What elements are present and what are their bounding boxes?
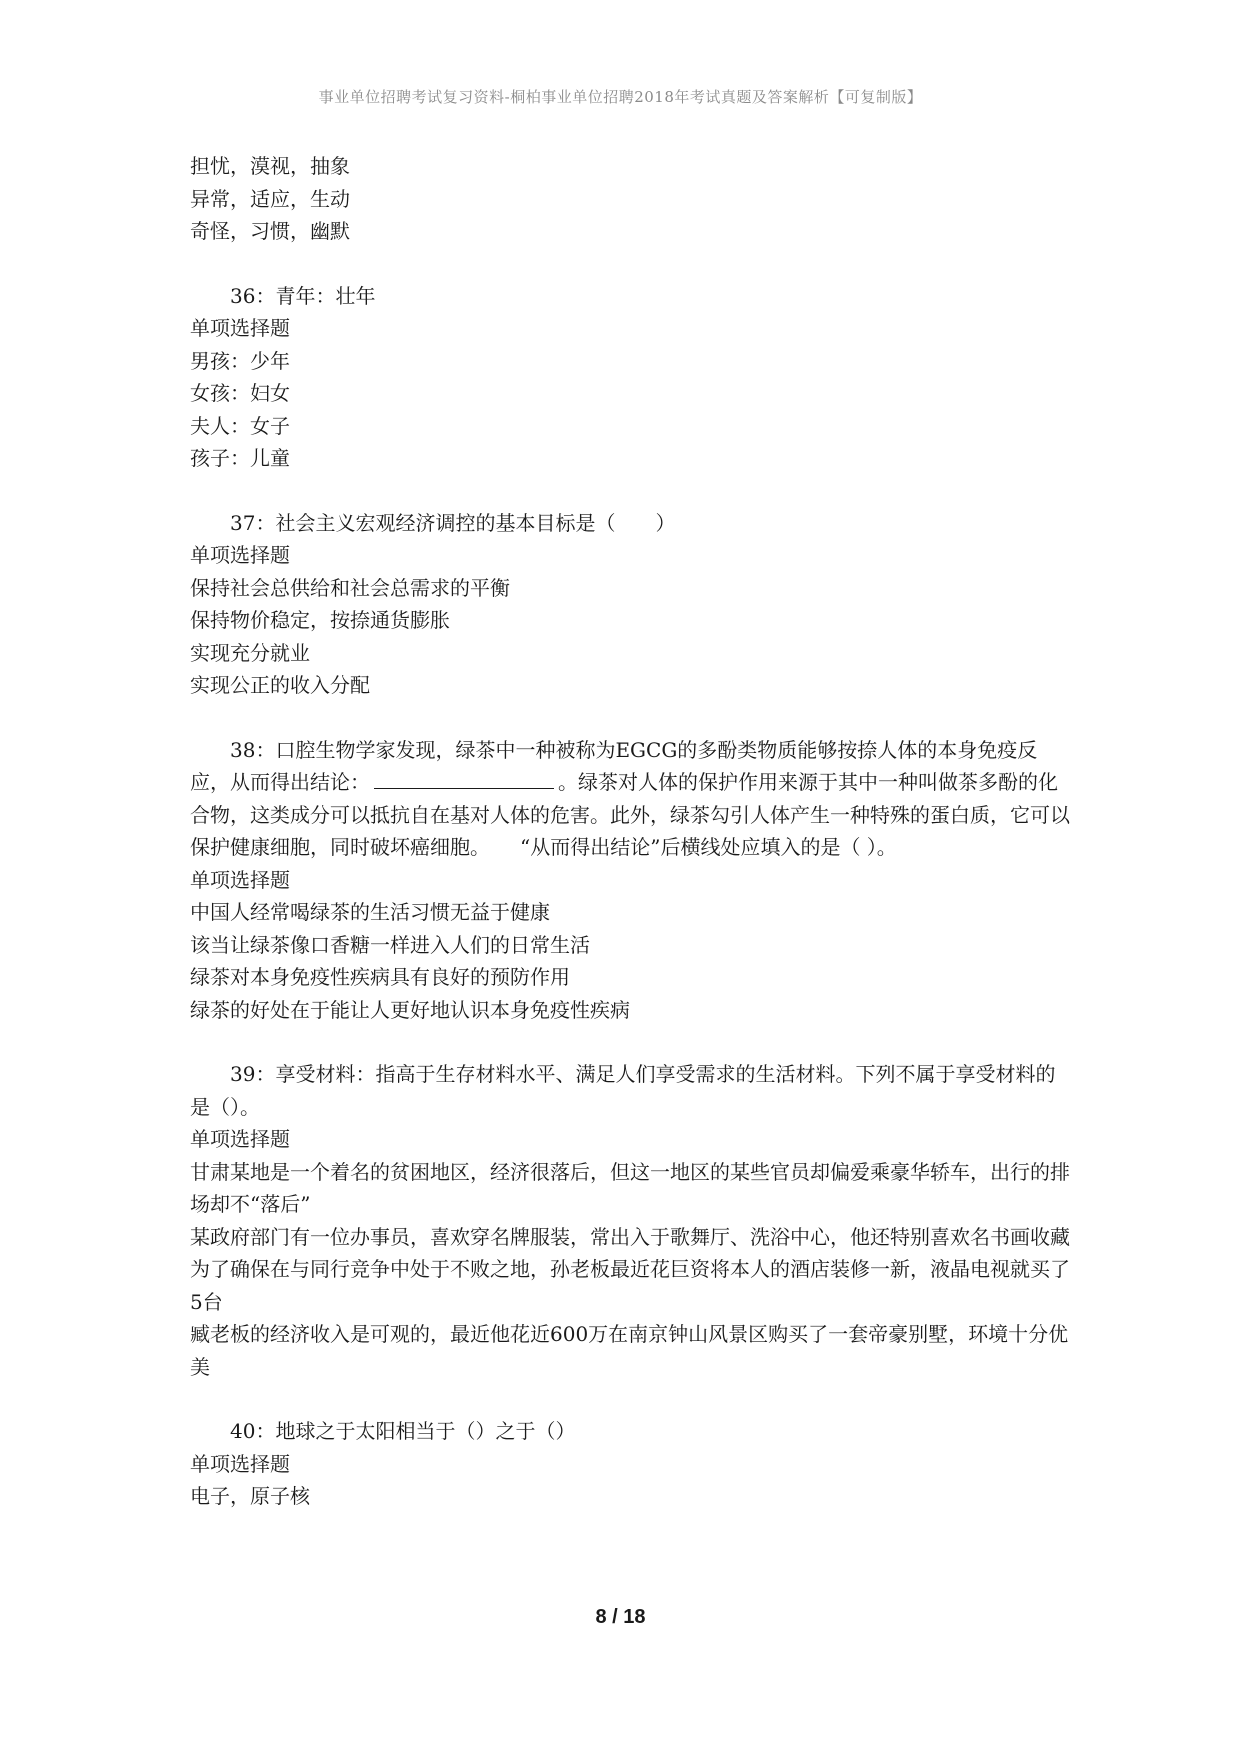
question-title: 36：青年：壮年 <box>230 283 376 308</box>
question-type: 单项选择题 <box>190 1451 290 1476</box>
question-type: 单项选择题 <box>190 543 290 567</box>
option: 甘肃某地是一个着名的贫困地区，经济很落后，但这一地区的某些官员却偏爱乘豪华轿车，出行的排场却不“落后” <box>190 1159 1070 1216</box>
option: 保持社会总供给和社会总需求的平衡 <box>190 575 510 600</box>
fill-in-blank <box>374 770 554 789</box>
option: 某政府部门有一位办事员，喜欢穿名牌服装，常出入于歌舞厅、洗浴中心，他还特别喜欢名书画收藏 <box>190 1224 1070 1249</box>
option: 孩子：儿童 <box>190 446 290 470</box>
question-title <box>190 734 1070 864</box>
document-header: 事业单位招聘考试复习资料-桐柏事业单位招聘2018年考试真题及答案解析【可复制版】 <box>318 88 923 106</box>
question-title: 40：地球之于太阳相当于（）之于（） <box>230 1419 576 1443</box>
option: 实现充分就业 <box>190 640 310 665</box>
question-title-part1: 38：口腔生物学家发现，绿茶中一种被称为EGCG的多酚类物质能够按捺人体的本身免疫反应，从而得出结论： <box>190 737 1038 794</box>
option: 保持物价稳定，按捺通货膨胀 <box>190 608 450 632</box>
question-type: 单项选择题 <box>190 1127 290 1151</box>
option: 实现公正的收入分配 <box>190 673 370 697</box>
option: 担忧，漠视，抽象 <box>190 154 350 178</box>
question-type: 单项选择题 <box>190 867 290 892</box>
option: 为了确保在与同行竞争中处于不败之地，孙老板最近花巨资将本人的酒店装修一新，液晶电视就买了5台 <box>190 1257 1070 1314</box>
option: 臧老板的经济收入是可观的，最近他花近600万在南京钟山风景区购买了一套帝豪别墅，环境十分优美 <box>190 1322 1069 1379</box>
page-number: 8 / 18 <box>595 1606 646 1628</box>
option: 绿茶的好处在于能让人更好地认识本身免疫性疾病 <box>190 997 630 1022</box>
option: 中国人经常喝绿茶的生活习惯无益于健康 <box>190 900 550 924</box>
option: 夫人：女子 <box>190 413 290 438</box>
option: 女孩：妇女 <box>190 381 290 405</box>
option: 异常，适应，生动 <box>190 186 350 211</box>
option: 奇怪，习惯，幽默 <box>190 219 350 243</box>
question-title-part2: 。绿茶对人体的保护作用来源于其中一种叫做茶多酚的化合物，这类成分可以抵抗自在基对人体的危害。此外，绿茶勾引人体产生一种特殊的蛋白质，它可以保护健康细胞，同时破坏癌细胞。 “从而得出结论”后横线处应填入的是（ ）。 <box>190 770 1070 859</box>
page-content <box>190 150 1070 1513</box>
question-title: 37：社会主义宏观经济调控的基本目标是（ ） <box>230 510 676 535</box>
option: 电子，原子核 <box>190 1484 310 1508</box>
question-title: 39：享受材料：指高于生存材料水平、满足人们享受需求的生活材料。下列不属于享受材料的是（）。 <box>190 1062 1056 1119</box>
option: 男孩：少年 <box>190 348 290 373</box>
question-type: 单项选择题 <box>190 316 290 340</box>
option: 绿茶对本身免疫性疾病具有良好的预防作用 <box>190 965 570 989</box>
option: 该当让绿茶像口香糖一样进入人们的日常生活 <box>190 932 590 957</box>
